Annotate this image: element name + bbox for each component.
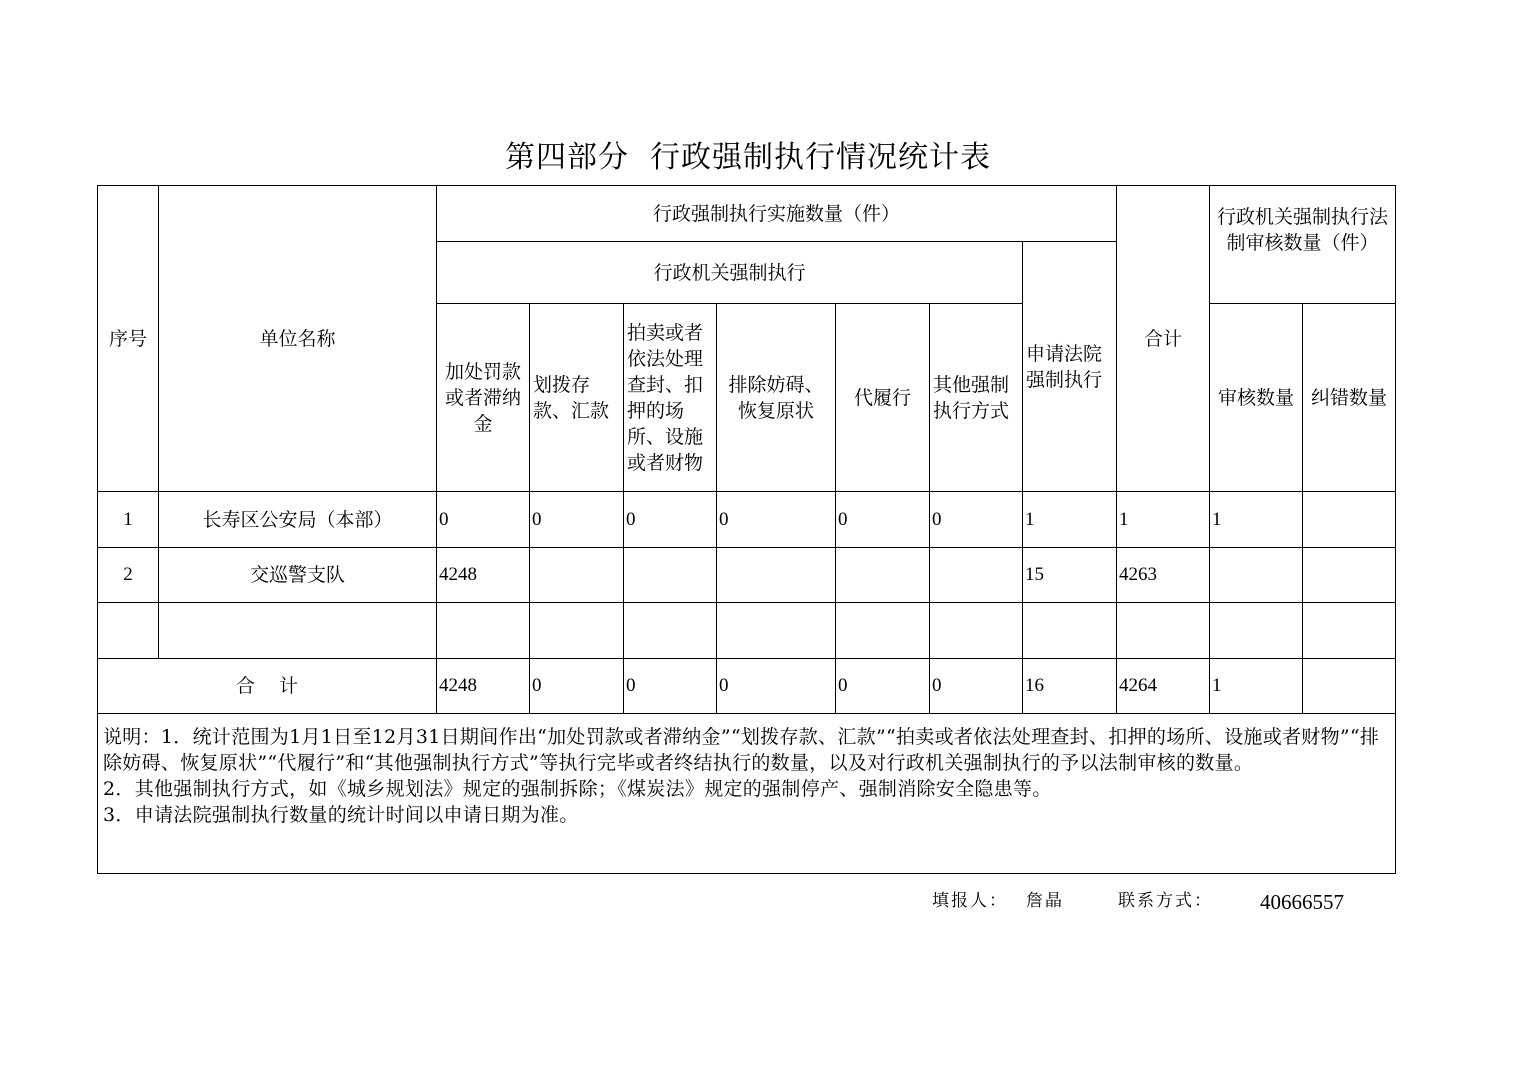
row-seq: 2	[98, 548, 159, 603]
cell-transfer: 0	[530, 492, 624, 548]
cell-correct	[1303, 492, 1396, 548]
header-review-count: 审核数量	[1210, 304, 1303, 492]
total-review: 1	[1210, 659, 1303, 714]
header-total: 合计	[1117, 186, 1210, 492]
row-unit-name: 长寿区公安局（本部）	[159, 492, 437, 548]
table-row	[98, 492, 1396, 548]
header-other: 其他强制执行方式	[930, 304, 1023, 492]
total-auction: 0	[624, 659, 717, 714]
header-impl-count: 行政强制执行实施数量（件）	[437, 186, 1117, 242]
header-review-group: 行政机关强制执行法制审核数量（件）	[1210, 186, 1396, 304]
cell-court: 15	[1023, 548, 1117, 603]
empty-cell	[836, 603, 930, 659]
empty-cell	[1023, 603, 1117, 659]
header-seq: 序号	[98, 186, 159, 492]
contact-value: 40666557	[1260, 890, 1344, 914]
note-1: 说明：1．统计范围为1月1日至12月31日期间作出“加处罚款或者滞纳金”“划拨存款、汇款”“拍卖或者依法处理查封、扣押的场所、设施或者财物”“排除妨碍、恢复原状”“代履行”和“其他强制执行方式”等执行完毕或者终结执行的数量，以及对行政机关强制执行的予以法制审核的数量。	[103, 726, 1380, 774]
cell-court: 1	[1023, 492, 1117, 548]
row-unit-name: 交巡警支队	[159, 548, 437, 603]
table-row-empty	[98, 603, 1396, 659]
cell-remove	[717, 548, 836, 603]
header-fine: 加处罚款或者滞纳金	[437, 304, 530, 492]
notes-row	[98, 714, 1396, 874]
cell-substitute	[836, 548, 930, 603]
cell-fine: 0	[437, 492, 530, 548]
statistics-table	[97, 185, 1396, 874]
cell-review: 1	[1210, 492, 1303, 548]
total-court: 16	[1023, 659, 1117, 714]
row-seq: 1	[98, 492, 159, 548]
filler-label: 填报人：	[932, 891, 1008, 911]
page-title: 第四部分 行政强制执行情况统计表	[504, 140, 992, 175]
empty-cell	[159, 603, 437, 659]
empty-cell	[530, 603, 624, 659]
header-auction: 拍卖或者依法处理查封、扣押的场所、设施或者财物	[624, 304, 717, 492]
total-remove: 0	[717, 659, 836, 714]
cell-other	[930, 548, 1023, 603]
header-court: 申请法院强制执行	[1023, 242, 1117, 492]
cell-other: 0	[930, 492, 1023, 548]
total-correct	[1303, 659, 1396, 714]
empty-cell	[624, 603, 717, 659]
header-remove: 排除妨碍、恢复原状	[717, 304, 836, 492]
cell-substitute: 0	[836, 492, 930, 548]
empty-cell	[437, 603, 530, 659]
cell-fine: 4248	[437, 548, 530, 603]
header-substitute: 代履行	[836, 304, 930, 492]
empty-cell	[930, 603, 1023, 659]
empty-cell	[717, 603, 836, 659]
cell-total: 4263	[1117, 548, 1210, 603]
note-2: 2．其他强制执行方式，如《城乡规划法》规定的强制拆除；《煤炭法》规定的强制停产、强制消除安全隐患等。	[103, 778, 1052, 800]
contact-label: 联系方式：	[1118, 891, 1213, 911]
header-transfer: 划拨存款、汇款	[530, 304, 624, 492]
total-other: 0	[930, 659, 1023, 714]
empty-cell	[1303, 603, 1396, 659]
empty-cell	[1117, 603, 1210, 659]
notes-block	[98, 714, 1396, 874]
cell-remove: 0	[717, 492, 836, 548]
cell-auction: 0	[624, 492, 717, 548]
header-unit-name: 单位名称	[159, 186, 437, 492]
note-3: 3．申请法院强制执行数量的统计时间以申请日期为准。	[103, 804, 579, 826]
header-agency-exec: 行政机关强制执行	[437, 242, 1023, 304]
cell-auction	[624, 548, 717, 603]
cell-correct	[1303, 548, 1396, 603]
filler-name: 詹晶	[1026, 891, 1064, 911]
total-substitute: 0	[836, 659, 930, 714]
total-label: 合 计	[98, 659, 437, 714]
cell-review	[1210, 548, 1303, 603]
header-correct-count: 纠错数量	[1303, 304, 1396, 492]
total-row	[98, 659, 1396, 714]
total-total: 4264	[1117, 659, 1210, 714]
empty-cell	[98, 603, 159, 659]
total-fine: 4248	[437, 659, 530, 714]
total-transfer: 0	[530, 659, 624, 714]
empty-cell	[1210, 603, 1303, 659]
table-row	[98, 548, 1396, 603]
cell-transfer	[530, 548, 624, 603]
cell-total: 1	[1117, 492, 1210, 548]
